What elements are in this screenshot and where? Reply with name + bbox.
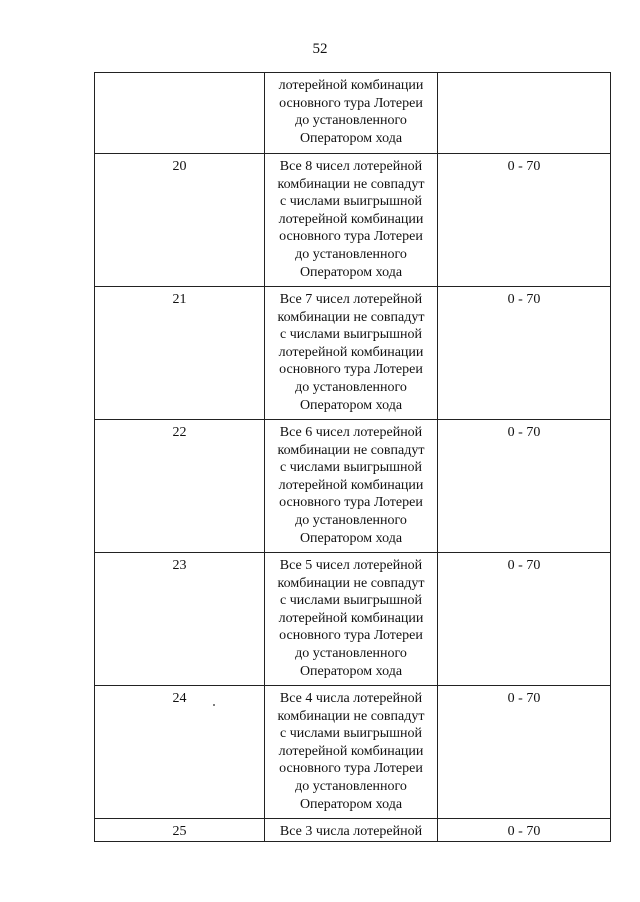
table-row [95,287,611,420]
category-number-cell [95,73,265,154]
condition-line: основного тура Лотереи [279,362,423,378]
condition-line: комбинации не совпадут [277,442,425,458]
range-cell: 0 - 70 [438,287,611,420]
prize-category-table [94,72,611,842]
condition-line: Оператором хода [299,530,403,546]
category-number-cell: 25 [95,819,265,842]
condition-cell [265,287,438,420]
category-number-cell: 23 [95,553,265,686]
condition-line: лотерейной комбинации [278,610,424,626]
condition-line: комбинации не совпадут [277,176,425,192]
condition-line: основного тура Лотереи [279,229,423,245]
condition-line: основного тура Лотереи [279,495,423,511]
scan-speck [213,704,215,706]
condition-line: основного тура Лотереи [279,761,423,777]
condition-line: Все 8 чисел лотерейной [279,159,423,174]
condition-line: Все 7 чисел лотерейной [279,292,423,307]
condition-line: до установленного [295,778,407,794]
condition-line: с числами выигрышной [280,593,422,609]
condition-line: до установленного [295,246,407,262]
range-cell: 0 - 70 [438,686,611,819]
condition-line: Все 4 числа лотерейной [279,691,423,706]
condition-cell [265,73,438,154]
condition-line: с числами выигрышной [280,194,422,210]
condition-line: до установленного [295,379,407,395]
condition-line: Оператором хода [299,264,403,280]
condition-line: Все 6 чисел лотерейной [279,425,423,440]
condition-cell [265,154,438,287]
condition-line: до установленного [295,645,407,661]
table-row-continued [95,73,611,154]
table-row [95,420,611,553]
condition-line: лотерейной комбинации [278,344,424,360]
condition-cell [265,553,438,686]
condition-line: лотерейной комбинации [278,211,424,227]
condition-line: лотерейной комбинации [278,743,424,759]
condition-line: лотерейной комбинации [278,477,424,493]
condition-line: с числами выигрышной [280,460,422,476]
condition-line: Все 3 числа лотерейной [279,824,423,839]
category-number-cell: 24 [95,686,265,819]
condition-line: комбинации не совпадут [277,309,425,325]
category-number-cell: 21 [95,287,265,420]
table-row [95,686,611,819]
condition-line: с числами выигрышной [280,726,422,742]
condition-line: с числами выигрышной [280,327,422,343]
range-cell: 0 - 70 [438,420,611,553]
condition-line: Все 5 чисел лотерейной [279,558,423,573]
condition-line: лотерейной комбинации [278,78,424,93]
table-row [95,553,611,686]
page-number: 52 [312,41,328,57]
condition-line: основного тура Лотереи [279,628,423,644]
condition-line: Оператором хода [299,663,403,679]
condition-line: Оператором хода [299,130,403,146]
condition-line: комбинации не совпадут [277,575,425,591]
condition-line: комбинации не совпадут [277,708,425,724]
range-cell: 0 - 70 [438,154,611,287]
category-number-cell: 20 [95,154,265,287]
condition-cell [265,819,438,842]
table-row-partial [95,819,611,842]
range-cell: 0 - 70 [438,819,611,842]
condition-line: до установленного [295,113,407,129]
range-cell: 0 - 70 [438,553,611,686]
range-cell [438,73,611,154]
condition-line: Оператором хода [299,796,403,812]
category-number-cell: 22 [95,420,265,553]
condition-line: основного тура Лотереи [279,95,423,111]
condition-line: Оператором хода [299,397,403,413]
table-row [95,154,611,287]
condition-cell [265,420,438,553]
condition-cell [265,686,438,819]
condition-line: до установленного [295,512,407,528]
